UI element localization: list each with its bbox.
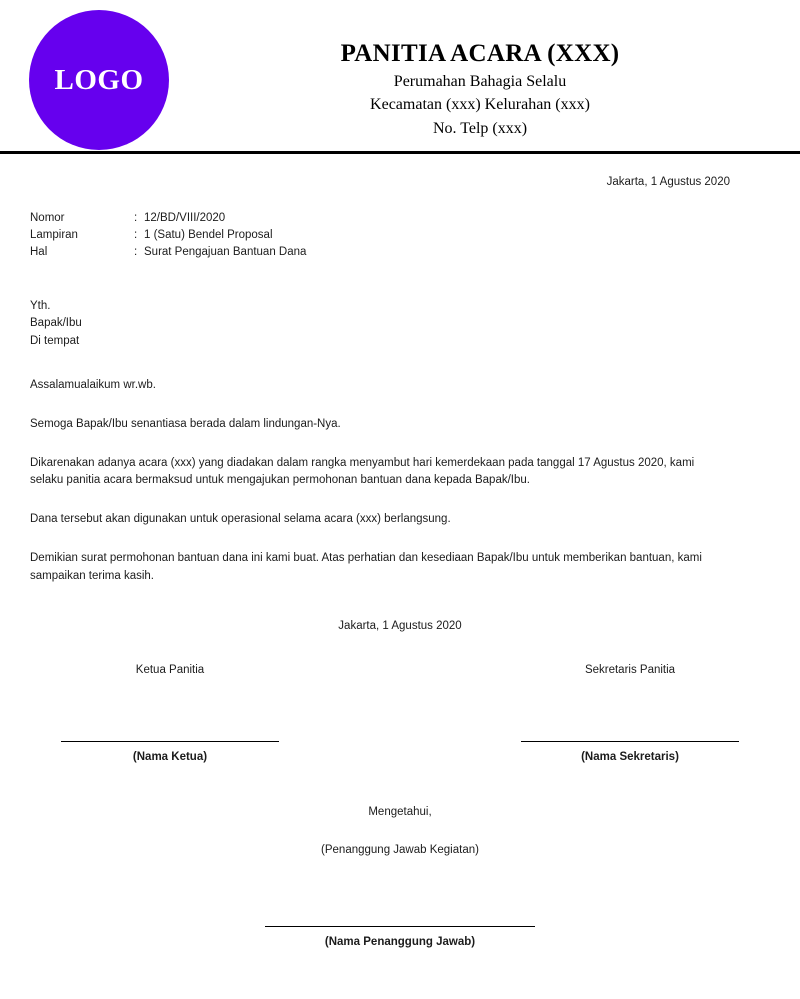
signature-name-secretary: (Nama Sekretaris): [581, 751, 679, 764]
organization-phone-line: No. Telp (xxx): [432, 119, 528, 137]
signature-row: [30, 662, 770, 782]
signature-title-secretary: Sekretaris Panitia: [584, 663, 676, 676]
metadata-value: 12/BD/VIII/2020: [144, 211, 226, 224]
organization-details: [180, 40, 780, 140]
addressee-block: [30, 298, 770, 351]
metadata-label: Lampiran: [30, 229, 78, 242]
organization-address-line-2: Kecamatan (xxx) Kelurahan (xxx): [370, 96, 590, 114]
logo-label: LOGO: [54, 63, 144, 96]
addressee-line-1: Yth.: [30, 299, 51, 312]
metadata-row: [30, 227, 770, 244]
metadata-value: Surat Pengajuan Bantuan Dana: [144, 246, 307, 259]
organization-address-line-1: Perumahan Bahagia Selalu: [393, 72, 567, 90]
signature-name-chairman: (Nama Ketua): [132, 751, 208, 764]
signature-line-chairman: [61, 741, 279, 742]
metadata-separator: :: [134, 229, 138, 242]
metadata-separator: :: [134, 246, 138, 259]
addressee-line-2: Bapak/Ibu: [30, 317, 82, 330]
place-date-closing: Jakarta, 1 Agustus 2020: [338, 619, 462, 632]
paragraph-1: Semoga Bapak/Ibu senantiasa berada dalam lindungan-Nya.: [30, 417, 341, 430]
letterhead: [0, 0, 800, 152]
organization-logo: [29, 10, 169, 150]
addressee-line-3: Di tempat: [30, 335, 80, 348]
place-date-top: Jakarta, 1 Agustus 2020: [606, 176, 730, 188]
acknowledgement-block: [30, 804, 770, 952]
organization-name: PANITIA ACARA (XXX): [340, 40, 620, 67]
salutation: Assalamualaikum wr.wb.: [30, 379, 156, 391]
paragraph-2: Dikarenakan adanya acara (xxx) yang diadakan dalam rangka menyambut hari kemerdekaan pada tanggal 17 Agustus 2020, kami selaku panitia acara bermaksud untuk mengajukan permohonan bantuan dana kepada Bapak/Ibu.: [30, 456, 695, 487]
paragraph-4: Demikian surat permohonan bantuan dana ini kami buat. Atas perhatian dan kesediaan Bapak/Ibu untuk memberikan bantuan, kami sampaikan terima kasih.: [30, 552, 702, 582]
metadata-label: Nomor: [30, 211, 65, 224]
signature-title-chairman: Ketua Panitia: [135, 663, 205, 676]
acknowledgement-label: Mengetahui,: [368, 805, 432, 818]
metadata-label: Hal: [30, 246, 48, 259]
metadata-separator: :: [134, 211, 138, 224]
metadata-value: 1 (Satu) Bendel Proposal: [144, 229, 273, 242]
signature-block-responsible: [265, 926, 535, 952]
metadata-row: [30, 210, 770, 227]
paragraph-3: Dana tersebut akan digunakan untuk operasional selama acara (xxx) berlangsung.: [30, 513, 451, 526]
signature-block-chairman: [30, 662, 310, 768]
signature-block-secretary: [490, 662, 770, 768]
signature-line-secretary: [521, 741, 739, 742]
letter-body: [0, 154, 800, 999]
letter-metadata: [30, 210, 770, 262]
signature-line-responsible: [265, 926, 535, 927]
metadata-row: [30, 244, 770, 261]
acknowledgement-role: (Penanggung Jawab Kegiatan): [321, 844, 479, 857]
signature-name-responsible: (Nama Penanggung Jawab): [324, 936, 476, 949]
